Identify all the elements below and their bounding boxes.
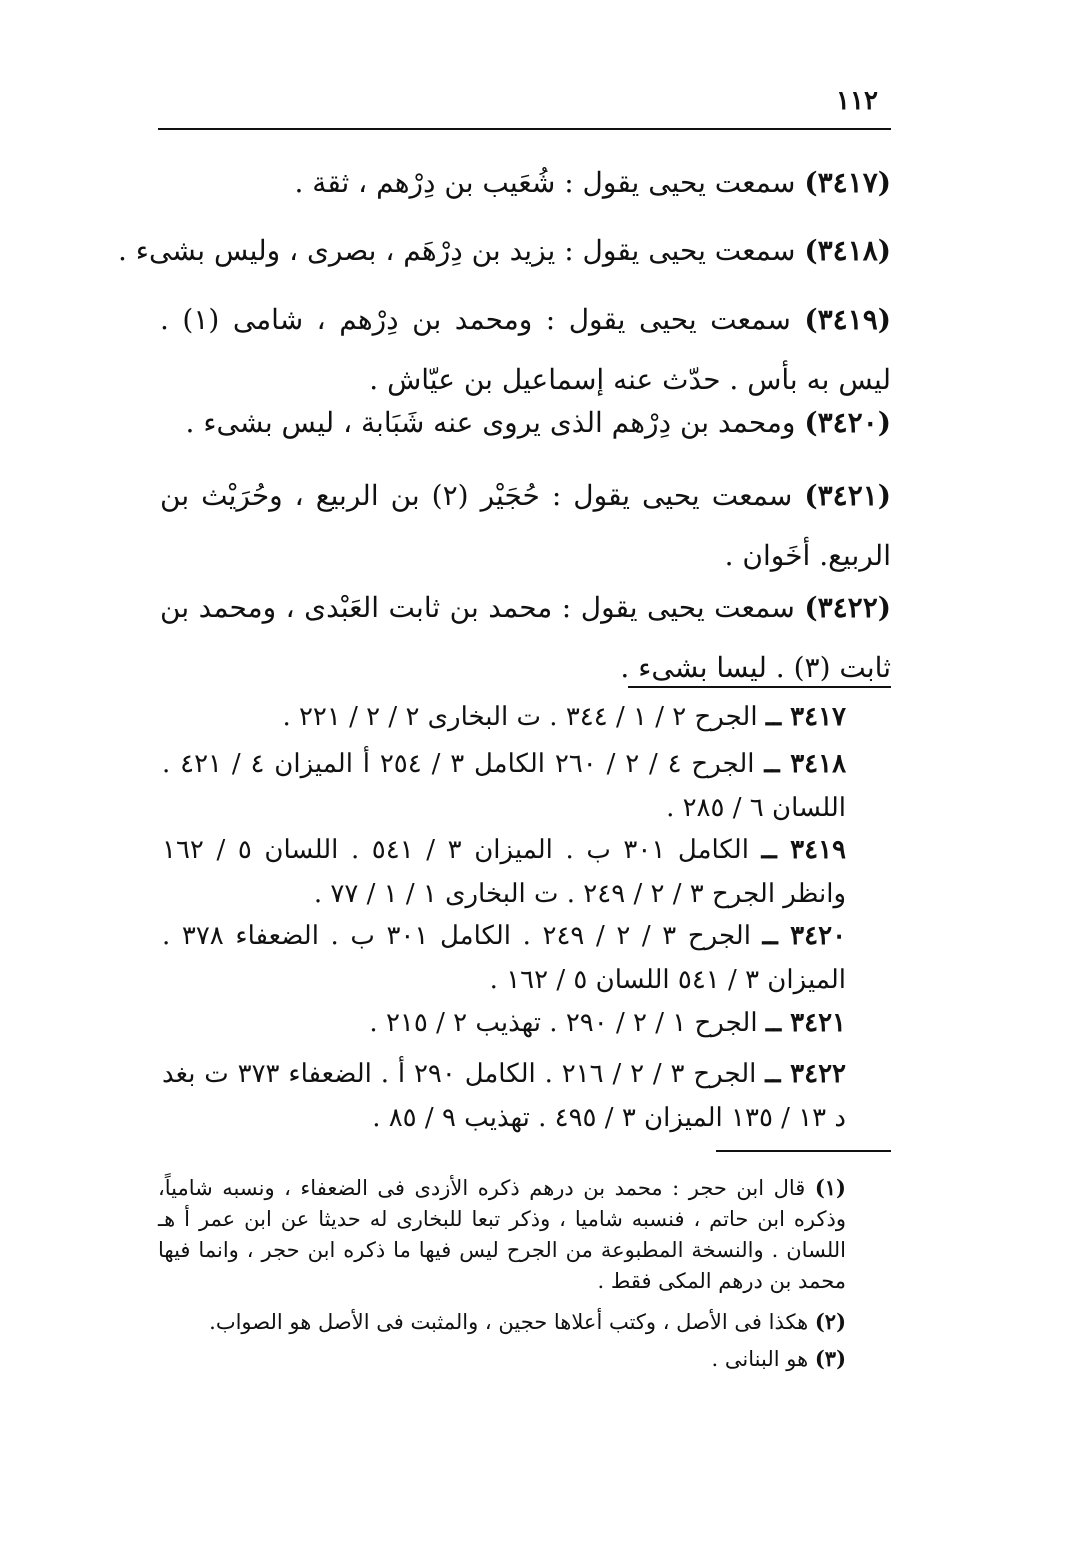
entry-3421 [160, 466, 891, 586]
reference-3422 [162, 1052, 846, 1140]
reference-text: الجرح ٣ / ٢ / ٢٤٩ . الكامل ٣٠١ ب . الضعفاء ٣٧٨ . الميزان ٣ / ٥٤١ اللسان ٥ / ١٦٢ . [162, 921, 846, 995]
entry-3420 [186, 406, 891, 439]
footnote-3 [712, 1346, 846, 1371]
reference-3418 [162, 742, 846, 830]
reference-3421 [369, 1008, 846, 1038]
footnote-number: (٢) [814, 1309, 846, 1334]
footnote-text: هو البنانى . [711, 1347, 809, 1371]
footnotes-rule [716, 1150, 891, 1152]
reference-text: الجرح ٤ / ٢ / ٢٦٠ الكامل ٣ / ٢٥٤ أ الميزان ٤ / ٤٢١ . اللسان ٦ / ٢٨٥ . [162, 749, 846, 823]
entry-text: سمعت يحيى يقول : حُجَيْر (٢) بن الربيع ، وحُرَيْث بن الربيع. أخَوان . [160, 479, 891, 572]
entry-3419 [160, 290, 891, 410]
reference-number: ٣٤١٩ ــ [761, 835, 846, 865]
entry-text: سمعت يحيى يقول : ومحمد بن دِرْهم ، شامى (١) . ليس به بأس . حدّث عنه إسماعيل بن عيّاش . [160, 303, 891, 396]
references-rule [628, 686, 891, 688]
page-number: ١١٢ [836, 86, 878, 116]
reference-text: الكامل ٣٠١ ب . الميزان ٣ / ٥٤١ . اللسان ٥ / ١٦٢ وانظر الجرح ٣ / ٢ / ٢٤٩ . ت البخارى ١ / ١ / ٧٧ . [162, 835, 846, 909]
reference-3417 [282, 702, 846, 732]
reference-text: الجرح ٣ / ٢ / ٢١٦ . الكامل ٢٩٠ أ . الضعفاء ٣٧٣ ت بغد د ١٣ / ١٣٥ الميزان ٣ / ٤٩٥ . تهذيب ٩ / ٨٥ . [162, 1059, 846, 1133]
reference-number: ٣٤١٧ ــ [765, 702, 846, 732]
footnote-number: (٣) [814, 1346, 846, 1371]
footnote-text: هكذا فى الأصل ، وكتب أعلاها حجين ، والمثبت فى الأصل هو الصواب. [209, 1310, 809, 1334]
header-rule [158, 128, 891, 130]
entry-text: سمعت يحيى يقول : يزيد بن دِرْهَم ، بصرى ، وليس بشىء . [118, 234, 796, 267]
footnote-2 [158, 1306, 846, 1338]
footnote-1 [158, 1172, 846, 1297]
entry-3417 [295, 166, 892, 199]
entry-text: سمعت يحيى يقول : محمد بن ثابت العَبْدى ، ومحمد بن ثابت (٣) . ليسا بشىء . [160, 591, 891, 684]
reference-number: ٣٤٢٠ ــ [762, 921, 847, 951]
entry-3418 [118, 234, 891, 267]
entry-number: (٣٤٢٠) [804, 406, 891, 439]
entry-text: سمعت يحيى يقول : شُعَيب بن دِرْهم ، ثقة . [294, 166, 796, 199]
footnote-text: قال ابن حجر : محمد بن درهم ذكره الأزدى فى الضعفاء ، ونسبه شامياً، وذكره ابن حاتم ، فنسبه شاميا ، وذكر تبعا للبخارى له حديثا عن ابن عمر أ هـ اللسان . والنسخة المطبوعة من الجرح ليس فيها ما ذكره ابن حجر ، وانما فيها محمد بن درهم المكى فقط . [158, 1176, 846, 1293]
entry-number: (٣٤٢٢) [804, 591, 891, 624]
reference-number: ٣٤٢١ ــ [765, 1008, 846, 1038]
reference-number: ٣٤٢٢ ــ [765, 1059, 846, 1089]
entry-3422 [160, 578, 891, 698]
entry-text: ومحمد بن دِرْهم الذى يروى عنه شَبَابة ، ليس بشىء . [185, 406, 796, 439]
reference-3420 [162, 914, 846, 1002]
reference-number: ٣٤١٨ ــ [764, 749, 847, 779]
entry-number: (٣٤١٧) [804, 166, 891, 199]
reference-text: الجرح ٢ / ١ / ٣٤٤ . ت البخارى ٢ / ٢ / ٢٢١ . [282, 702, 758, 732]
reference-3419 [162, 828, 846, 916]
entry-number: (٣٤١٨) [804, 234, 891, 267]
reference-text: الجرح ١ / ٢ / ٢٩٠ . تهذيب ٢ / ٢١٥ . [369, 1008, 758, 1038]
footnote-number: (١) [814, 1175, 846, 1200]
entry-number: (٣٤١٩) [804, 303, 891, 336]
entry-number: (٣٤٢١) [804, 479, 892, 512]
